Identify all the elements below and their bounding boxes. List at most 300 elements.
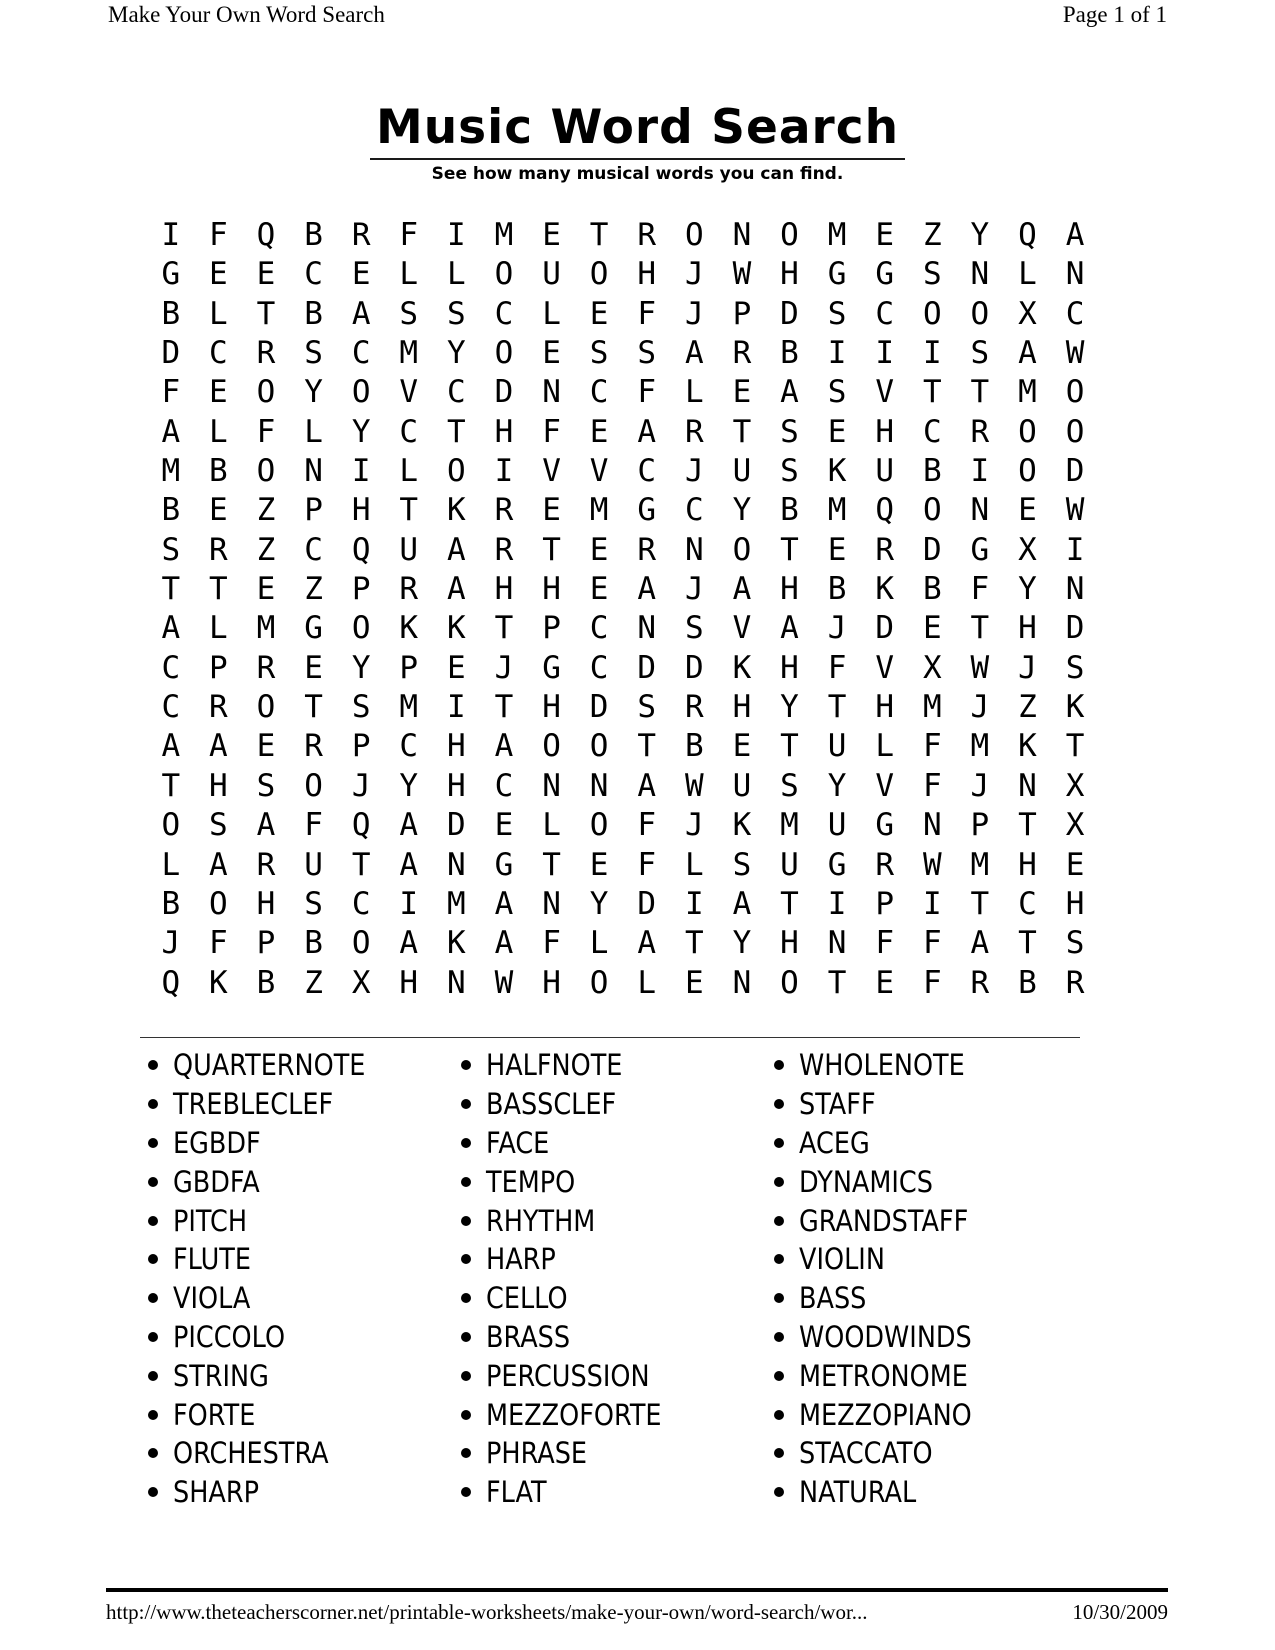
- bullet-icon: [148, 1254, 158, 1264]
- word-label: TEMPO: [486, 1164, 576, 1199]
- grid-letter: C: [1018, 885, 1037, 922]
- word-list-item: [148, 1395, 392, 1434]
- grid-letter: B: [161, 295, 181, 332]
- grid-letter: S: [589, 335, 609, 372]
- grid-letter: T: [780, 531, 799, 568]
- bullet-icon: [461, 1254, 471, 1264]
- grid-letter: E: [351, 256, 371, 293]
- grid-letter: M: [1018, 374, 1037, 411]
- grid-letter: N: [732, 964, 752, 1001]
- grid-letter: H: [256, 885, 276, 922]
- grid-letter: K: [732, 807, 752, 844]
- grid-letter: O: [542, 728, 561, 765]
- word-label: PITCH: [173, 1203, 248, 1238]
- grid-letter: L: [542, 295, 561, 332]
- grid-letter: O: [922, 295, 942, 332]
- grid-letter: R: [256, 335, 276, 372]
- grid-letter: H: [780, 925, 799, 962]
- grid-letter: H: [780, 256, 799, 293]
- grid-letter: H: [447, 728, 466, 765]
- grid-letter: S: [304, 885, 323, 922]
- grid-letter: B: [922, 453, 942, 490]
- grid-letter: O: [1018, 413, 1037, 450]
- grid-letter: A: [637, 571, 657, 608]
- grid-letter: O: [351, 925, 371, 962]
- grid-letter: C: [637, 453, 657, 490]
- grid-letter: H: [1065, 885, 1085, 922]
- word-list-item: [774, 1473, 995, 1512]
- grid-letter: Y: [304, 374, 323, 411]
- grid-letter: F: [161, 374, 181, 411]
- word-list-item: [461, 1201, 686, 1240]
- grid-letter: I: [161, 217, 181, 253]
- grid-letter: R: [1065, 964, 1085, 1001]
- grid-letter: G: [875, 256, 895, 293]
- grid-letter: O: [1065, 413, 1085, 450]
- bullet-icon: [461, 1177, 471, 1187]
- grid-letter: S: [732, 846, 752, 883]
- bullet-icon: [461, 1138, 471, 1148]
- word-list-item: [774, 1434, 995, 1473]
- grid-letter: J: [684, 256, 704, 293]
- grid-letter: S: [637, 335, 657, 372]
- grid-letter: E: [589, 413, 609, 450]
- word-list-item: [774, 1395, 995, 1434]
- grid-letter: O: [780, 964, 799, 1001]
- word-label: NATURAL: [799, 1475, 917, 1510]
- word-label: SHARP: [173, 1475, 259, 1510]
- grid-letter: O: [351, 610, 371, 647]
- grid-letter: M: [494, 217, 514, 253]
- bullet-icon: [774, 1448, 784, 1458]
- grid-row: [147, 924, 1099, 963]
- word-label: PHRASE: [486, 1436, 588, 1471]
- grid-row: [147, 964, 1099, 1003]
- footer-divider: [106, 1588, 1168, 1592]
- grid-letter: P: [256, 925, 276, 962]
- grid-letter: J: [970, 689, 990, 726]
- word-list-item: [774, 1046, 995, 1085]
- grid-letter: I: [922, 885, 942, 922]
- grid-letter: F: [970, 571, 990, 608]
- grid-row: [147, 413, 1099, 452]
- grid-row: [147, 609, 1099, 648]
- grid-letter: R: [970, 413, 990, 450]
- grid-letter: H: [494, 413, 514, 450]
- grid-letter: Y: [732, 492, 752, 529]
- grid-letter: O: [780, 217, 799, 253]
- grid-letter: P: [875, 885, 895, 922]
- grid-row: [147, 649, 1099, 688]
- puzzle-title: Music Word Search: [370, 100, 905, 160]
- grid-letter: P: [304, 492, 323, 529]
- grid-row: [147, 491, 1099, 530]
- grid-letter: F: [922, 964, 942, 1001]
- grid-letter: E: [589, 295, 609, 332]
- grid-row: [147, 727, 1099, 766]
- grid-letter: N: [542, 885, 561, 922]
- grid-letter: T: [1018, 925, 1037, 962]
- word-list-item: [148, 1473, 392, 1512]
- grid-letter: E: [589, 846, 609, 883]
- grid-letter: E: [304, 649, 323, 686]
- word-list-item: [774, 1318, 995, 1357]
- grid-letter: G: [827, 846, 847, 883]
- grid-letter: R: [970, 964, 990, 1001]
- word-list-item: [148, 1434, 392, 1473]
- grid-letter: C: [875, 295, 895, 332]
- grid-letter: Y: [780, 689, 799, 726]
- word-list-item: [148, 1046, 392, 1085]
- grid-letter: A: [161, 610, 181, 647]
- grid-letter: P: [542, 610, 561, 647]
- grid-letter: R: [684, 689, 704, 726]
- grid-letter: C: [494, 767, 514, 804]
- grid-letter: S: [922, 256, 942, 293]
- grid-letter: E: [589, 571, 609, 608]
- grid-letter: C: [494, 295, 514, 332]
- word-list-item: [774, 1279, 995, 1318]
- grid-letter: V: [589, 453, 609, 490]
- word-label: EGBDF: [173, 1125, 261, 1160]
- grid-letter: F: [209, 217, 228, 253]
- grid-letter: L: [589, 925, 609, 962]
- grid-letter: U: [304, 846, 323, 883]
- grid-letter: L: [542, 807, 561, 844]
- grid-letter: C: [589, 610, 609, 647]
- grid-letter: O: [970, 295, 990, 332]
- grid-letter: E: [875, 964, 895, 1001]
- grid-letter: B: [304, 295, 323, 332]
- word-list-item: [774, 1124, 995, 1163]
- grid-letter: E: [256, 256, 276, 293]
- grid-letter: C: [1065, 295, 1085, 332]
- bullet-icon: [774, 1487, 784, 1497]
- grid-letter: L: [684, 846, 704, 883]
- grid-letter: T: [494, 610, 514, 647]
- grid-letter: J: [684, 571, 704, 608]
- grid-letter: K: [447, 610, 466, 647]
- grid-letter: W: [1065, 335, 1085, 372]
- grid-letter: H: [542, 689, 561, 726]
- grid-letter: T: [161, 571, 181, 608]
- word-list-item: [148, 1162, 392, 1201]
- grid-letter: J: [970, 767, 990, 804]
- word-label: PICCOLO: [173, 1319, 286, 1354]
- grid-letter: H: [447, 767, 466, 804]
- grid-letter: A: [1065, 217, 1085, 253]
- grid-letter: H: [637, 256, 657, 293]
- grid-letter: Y: [827, 767, 847, 804]
- grid-letter: X: [1065, 807, 1085, 844]
- grid-letter: L: [637, 964, 657, 1001]
- bullet-icon: [148, 1177, 158, 1187]
- grid-letter: U: [732, 767, 752, 804]
- grid-letter: A: [684, 335, 704, 372]
- grid-letter: T: [304, 689, 323, 726]
- grid-letter: S: [256, 767, 276, 804]
- bullet-icon: [148, 1060, 158, 1070]
- grid-letter: T: [780, 728, 799, 765]
- grid-letter: P: [732, 295, 752, 332]
- grid-letter: U: [827, 728, 847, 765]
- bullet-icon: [461, 1216, 471, 1226]
- grid-letter: L: [684, 374, 704, 411]
- grid-letter: T: [542, 531, 561, 568]
- word-label: HARP: [486, 1242, 556, 1277]
- grid-letter: A: [256, 807, 276, 844]
- grid-letter: X: [351, 964, 371, 1001]
- grid-letter: Y: [1018, 571, 1037, 608]
- bullet-icon: [148, 1448, 158, 1458]
- grid-letter: A: [399, 925, 419, 962]
- word-list-item: [774, 1201, 995, 1240]
- word-label: ORCHESTRA: [173, 1436, 329, 1471]
- grid-letter: A: [494, 885, 514, 922]
- word-label: STAFF: [799, 1087, 876, 1122]
- grid-letter: N: [589, 767, 609, 804]
- grid-letter: X: [1018, 531, 1037, 568]
- grid-row: [147, 846, 1099, 885]
- grid-letter: H: [542, 964, 561, 1001]
- word-label: HALFNOTE: [486, 1048, 623, 1083]
- bullet-icon: [774, 1371, 784, 1381]
- word-label: WOODWINDS: [799, 1319, 972, 1354]
- grid-letter: C: [447, 374, 466, 411]
- grid-letter: A: [1018, 335, 1037, 372]
- grid-letter: C: [922, 413, 942, 450]
- bullet-icon: [461, 1332, 471, 1342]
- grid-letter: I: [447, 689, 466, 726]
- grid-letter: B: [256, 964, 276, 1001]
- grid-letter: B: [1018, 964, 1037, 1001]
- grid-letter: R: [209, 531, 228, 568]
- grid-letter: S: [351, 689, 371, 726]
- word-label: RHYTHM: [486, 1203, 596, 1238]
- bullet-icon: [774, 1254, 784, 1264]
- grid-letter: N: [447, 846, 466, 883]
- grid-letter: N: [1065, 256, 1085, 293]
- page-footer: [106, 1600, 1168, 1625]
- grid-letter: I: [684, 885, 704, 922]
- grid-letter: O: [447, 453, 466, 490]
- grid-letter: E: [542, 492, 561, 529]
- grid-letter: F: [637, 807, 657, 844]
- grid-letter: R: [256, 846, 276, 883]
- grid-letter: C: [399, 413, 419, 450]
- grid-letter: O: [161, 807, 181, 844]
- grid-letter: C: [589, 649, 609, 686]
- grid-letter: V: [542, 453, 561, 490]
- grid-letter: E: [1065, 846, 1085, 883]
- grid-letter: B: [922, 571, 942, 608]
- grid-letter: N: [637, 610, 657, 647]
- grid-letter: M: [399, 689, 419, 726]
- grid-letter: N: [922, 807, 942, 844]
- bullet-icon: [461, 1099, 471, 1109]
- grid-letter: K: [209, 964, 228, 1001]
- grid-letter: Y: [351, 413, 371, 450]
- grid-letter: A: [732, 885, 752, 922]
- grid-letter: E: [922, 610, 942, 647]
- bullet-icon: [148, 1293, 158, 1303]
- grid-row: [147, 255, 1099, 294]
- grid-letter: M: [161, 453, 181, 490]
- grid-letter: H: [399, 964, 419, 1001]
- grid-letter: T: [780, 885, 799, 922]
- grid-letter: E: [732, 374, 752, 411]
- grid-letter: S: [161, 531, 181, 568]
- grid-letter: M: [589, 492, 609, 529]
- grid-letter: S: [1065, 925, 1085, 962]
- grid-letter: A: [732, 571, 752, 608]
- bullet-icon: [148, 1332, 158, 1342]
- grid-letter: Q: [351, 531, 371, 568]
- grid-letter: E: [494, 807, 514, 844]
- grid-letter: D: [494, 374, 514, 411]
- word-list-item: [461, 1395, 686, 1434]
- word-label: DYNAMICS: [799, 1164, 933, 1199]
- grid-letter: G: [494, 846, 514, 883]
- word-label: BASSCLEF: [486, 1087, 617, 1122]
- word-list-item: [461, 1318, 686, 1357]
- grid-letter: L: [399, 256, 419, 293]
- grid-letter: W: [494, 964, 514, 1001]
- grid-letter: T: [1065, 728, 1085, 765]
- grid-letter: Z: [922, 217, 942, 253]
- grid-letter: R: [637, 531, 657, 568]
- word-list-item: [461, 1434, 686, 1473]
- grid-letter: B: [684, 728, 704, 765]
- grid-letter: F: [542, 413, 561, 450]
- grid-letter: I: [399, 885, 419, 922]
- bullet-icon: [774, 1099, 784, 1109]
- grid-letter: R: [399, 571, 419, 608]
- grid-letter: A: [494, 925, 514, 962]
- grid-letter: X: [1065, 767, 1085, 804]
- grid-letter: C: [351, 885, 371, 922]
- bullet-icon: [148, 1371, 158, 1381]
- grid-letter: K: [732, 649, 752, 686]
- word-label: BRASS: [486, 1319, 571, 1354]
- grid-letter: B: [827, 571, 847, 608]
- grid-letter: N: [970, 492, 990, 529]
- grid-letter: T: [256, 295, 276, 332]
- grid-letter: Q: [256, 217, 276, 253]
- footer-url: http://www.theteacherscorner.net/printable-worksheets/make-your-own/word-search/wor...: [106, 1600, 868, 1624]
- grid-letter: Z: [256, 531, 276, 568]
- grid-letter: I: [351, 453, 371, 490]
- footer-date: 10/30/2009: [1072, 1600, 1168, 1624]
- grid-row: [147, 373, 1099, 412]
- grid-letter: I: [447, 217, 466, 253]
- bullet-icon: [148, 1487, 158, 1497]
- word-label: FORTE: [173, 1397, 256, 1432]
- grid-letter: T: [827, 964, 847, 1001]
- grid-letter: A: [494, 728, 514, 765]
- bullet-icon: [461, 1487, 471, 1497]
- grid-letter: Q: [1018, 217, 1037, 253]
- bullet-icon: [461, 1293, 471, 1303]
- grid-letter: P: [399, 649, 419, 686]
- word-search-grid: [147, 216, 1099, 1003]
- grid-letter: L: [447, 256, 466, 293]
- grid-letter: T: [970, 885, 990, 922]
- grid-letter: G: [827, 256, 847, 293]
- grid-letter: E: [827, 413, 847, 450]
- grid-letter: T: [684, 925, 704, 962]
- word-list-column-2: [461, 1046, 686, 1512]
- grid-letter: A: [637, 413, 657, 450]
- word-list-item: [148, 1124, 392, 1163]
- grid-letter: S: [827, 374, 847, 411]
- grid-letter: F: [922, 767, 942, 804]
- word-label: QUARTERNOTE: [173, 1048, 366, 1083]
- grid-letter: I: [875, 335, 895, 372]
- grid-letter: Y: [351, 649, 371, 686]
- grid-letter: H: [1018, 610, 1037, 647]
- grid-letter: Y: [399, 767, 419, 804]
- grid-letter: A: [399, 846, 419, 883]
- grid-letter: G: [637, 492, 657, 529]
- word-list-item: [774, 1356, 995, 1395]
- grid-letter: E: [542, 335, 561, 372]
- word-label: TREBLECLEF: [173, 1087, 334, 1122]
- grid-letter: S: [970, 335, 990, 372]
- grid-letter: H: [875, 689, 895, 726]
- grid-letter: T: [970, 374, 990, 411]
- word-label: BASS: [799, 1281, 867, 1316]
- grid-letter: F: [399, 217, 419, 253]
- word-label: FLAT: [486, 1475, 547, 1510]
- grid-letter: V: [399, 374, 419, 411]
- word-list-item: [148, 1318, 392, 1357]
- grid-letter: C: [399, 728, 419, 765]
- grid-letter: E: [875, 217, 895, 253]
- grid-letter: J: [161, 925, 181, 962]
- grid-letter: O: [494, 256, 514, 293]
- grid-letter: H: [732, 689, 752, 726]
- grid-letter: T: [1018, 807, 1037, 844]
- grid-letter: M: [827, 217, 847, 253]
- grid-row: [147, 885, 1099, 924]
- word-label: CELLO: [486, 1281, 568, 1316]
- grid-letter: F: [922, 728, 942, 765]
- grid-letter: L: [875, 728, 895, 765]
- bullet-icon: [148, 1099, 158, 1109]
- grid-letter: N: [732, 217, 752, 253]
- word-label: PERCUSSION: [486, 1358, 650, 1393]
- grid-letter: T: [637, 728, 657, 765]
- bullet-icon: [148, 1138, 158, 1148]
- grid-letter: O: [256, 374, 276, 411]
- grid-letter: N: [827, 925, 847, 962]
- grid-letter: E: [256, 728, 276, 765]
- grid-letter: D: [780, 295, 799, 332]
- grid-letter: D: [637, 885, 657, 922]
- header-title: Make Your Own Word Search: [108, 2, 385, 27]
- grid-letter: Z: [304, 571, 323, 608]
- bullet-icon: [774, 1060, 784, 1070]
- grid-row: [147, 295, 1099, 334]
- grid-letter: D: [637, 649, 657, 686]
- grid-letter: I: [922, 335, 942, 372]
- word-label: MEZZOPIANO: [799, 1397, 972, 1432]
- grid-letter: U: [827, 807, 847, 844]
- grid-letter: L: [209, 610, 228, 647]
- grid-letter: V: [875, 767, 895, 804]
- grid-letter: U: [732, 453, 752, 490]
